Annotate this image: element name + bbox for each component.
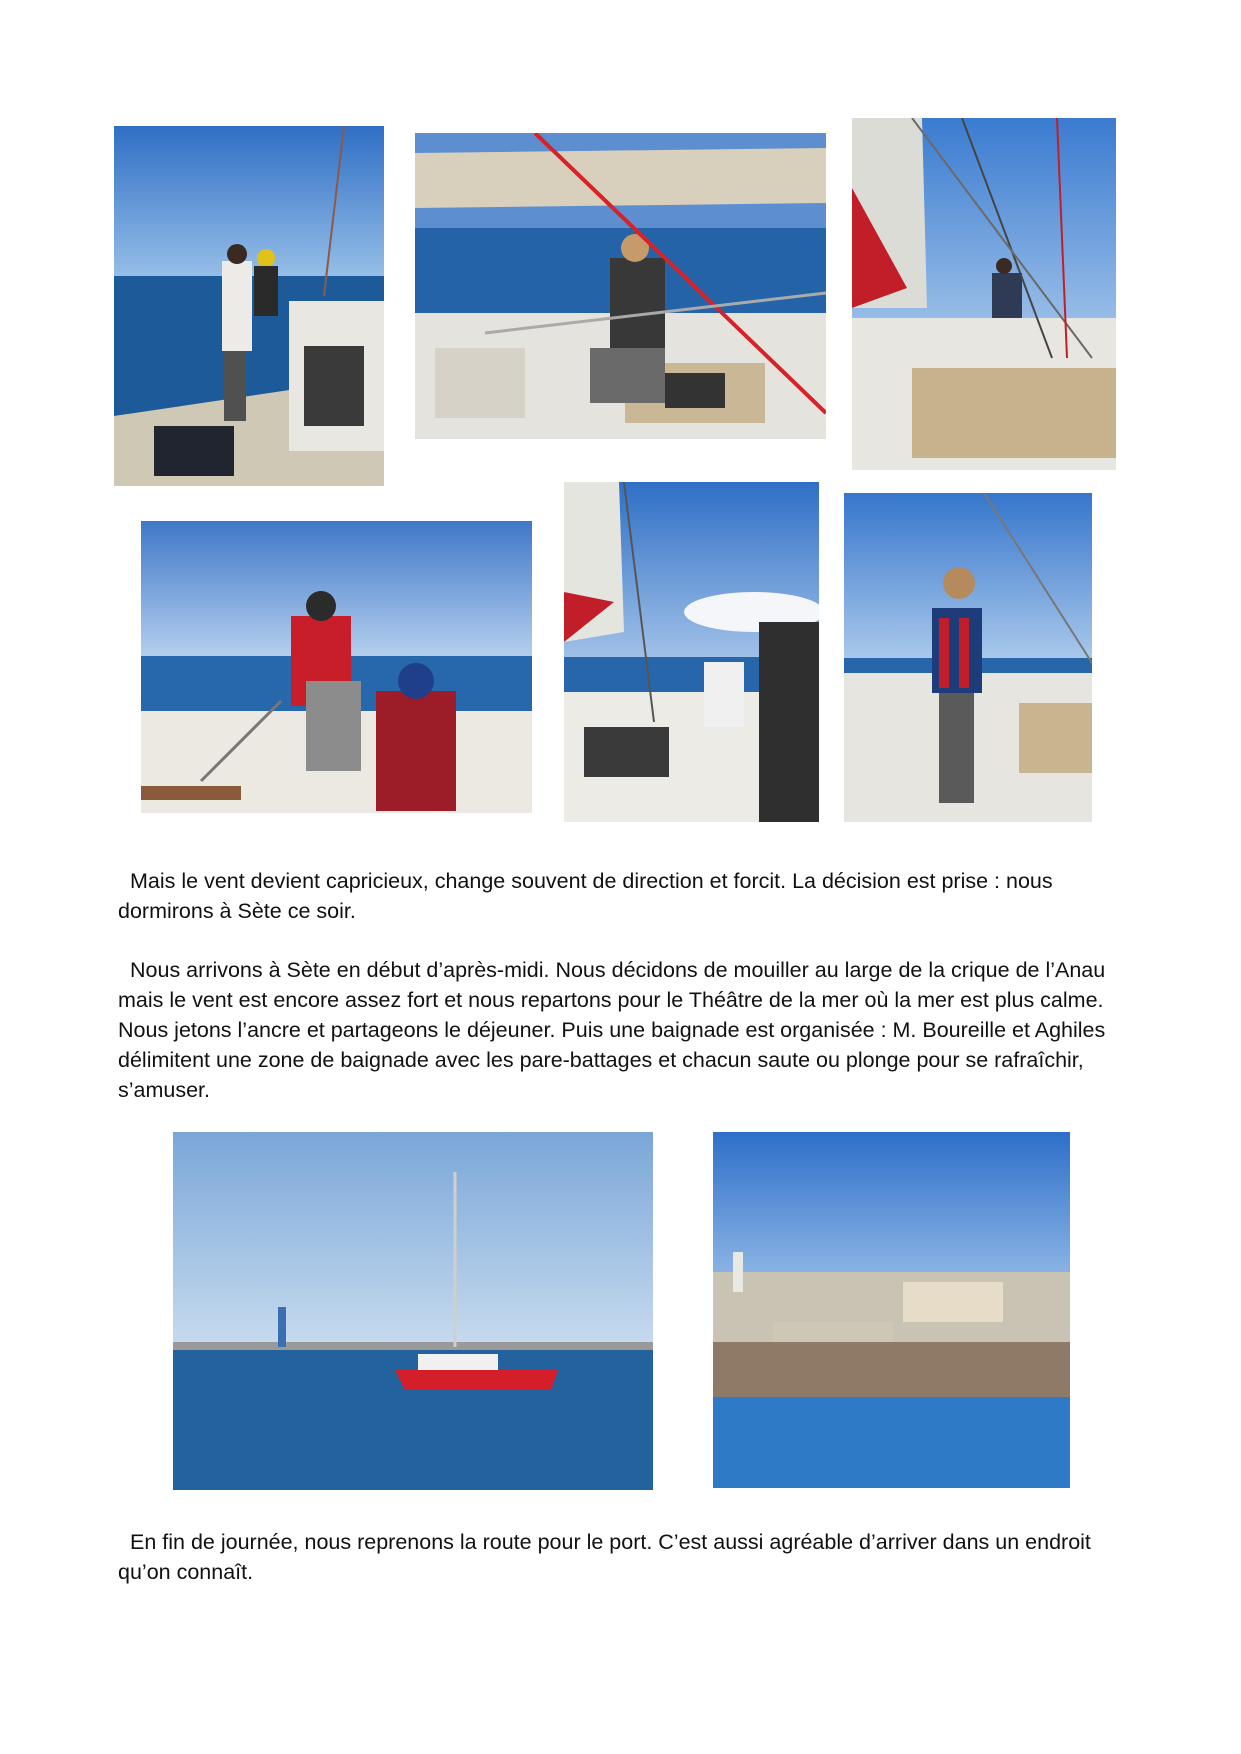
photo-girl-striped-shirt: [844, 493, 1092, 822]
photo-red-sailboat: [173, 1132, 653, 1490]
photo-girl-under-bimini: [415, 133, 826, 439]
photo-crew-at-bow: [114, 126, 384, 486]
photo-boys-at-helm: [141, 521, 532, 813]
paragraph-arrival-sete: Nous arrivons à Sète en début d’après-midi. Nous décidons de mouiller au large de la crique de l’Anau mais le vent est encore assez fort et nous repartons pour le Théâtre de la mer où la mer est plus calme. Nous jetons l’ancre et partageons le déjeuner. Puis une baignade est organisée : M. Boureille et Aghiles délimitent une zone de baignade avec les pare-battages et chacun saute ou plonge pour se rafraîchir, s’amuser.: [118, 958, 1106, 1102]
photo-climbing-mast: [852, 118, 1116, 470]
paragraph-return-port: En fin de journée, nous reprenons la route pour le port. C’est aussi agréable d’arriver dans un endroit qu’on connaît.: [118, 1530, 1091, 1584]
paragraph-wind-decision: Mais le vent devient capricieux, change souvent de direction et forcit. La décision est prise : nous dormirons à Sète ce soir.: [118, 869, 1053, 923]
photo-sail-and-winch: [564, 482, 819, 822]
photo-sete-coastline: [713, 1132, 1070, 1488]
